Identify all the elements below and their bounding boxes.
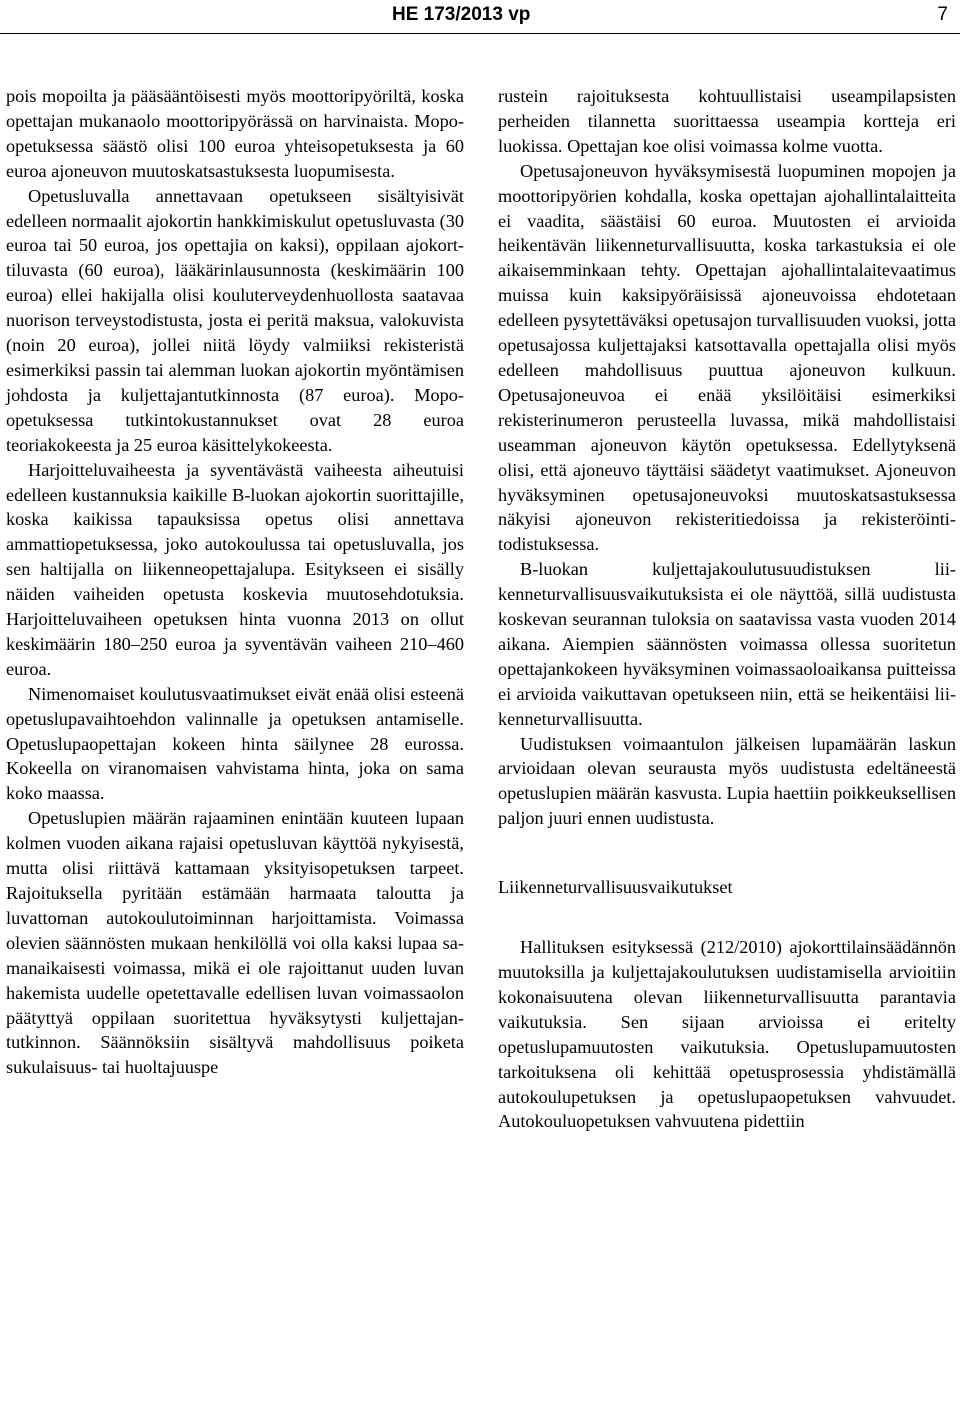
- paragraph: rustein rajoituksesta kohtuullistaisi useampilapsisten perheiden tilannetta suorittaessa useampia kortteja eri luokissa. Opettajan koe olisi voimassa kolme vuotta.: [498, 86, 956, 156]
- paragraph: Hallituksen esityksessä (212/2010) ajokorttilainsäädännön muutoksilla ja kuljettajakoulutuksen uudistamisella arvioitiin kokonaisuutena olevan liikenneturvallisuutta parantavia vaikutuksia. Sen sijaan arvioissa ei eritelty opetuslupamuutosten vaikutuksia. Opetuslupamuutosten tarkoituksena oli kehittää opetusprosessia yhdistämällä autokoulupetuksen ja opetuslupaopetuksen vahvuudet. Autokouluopetuksen vahvuutena pidettiin: [498, 937, 956, 1132]
- paragraph: Uudistuksen voimaantulon jälkeisen lupamäärän laskun arvioidaan olevan seurausta myös uudistusta edeltäneestä opetuslupien määrän kasvusta. Lupia haettiin poikkeuksellisen paljon juuri ennen uudistusta.: [498, 733, 956, 829]
- document-id: HE 173/2013 vp: [392, 4, 531, 25]
- paragraph: pois mopoilta ja pääsääntöisesti myös moottoripyöriltä, koska opettajan mukanaolo moottoripyörässä on harvinaista. Mopoopetuksessa säästö olisi 100 euroa yhteisopetuksesta ja 60 euroa ajoneuvon muutoskatsastuksesta luopumisesta.: [6, 86, 464, 181]
- paragraph: Opetusluvalla annettavaan opetukseen sisältyisivät edelleen normaalit ajokortin hankkimiskulut opetusluvasta (30 euroa tai 50 euroa, jos opettajia on kaksi), oppilaan ajokorttiluvasta (60 euroa), lääkärinlausunnosta (keskimäärin 100 euroa) ellei hakijalla olisi kouluterveydenhuollosta saatavaa nuorison terveystodistusta, josta ei peritä maksua, valokuvista (noin 20 euroa), jollei niitä löydy valmiiksi rekisteristä esimerkiksi passin tai alemman luokan ajokortin myöntämisen johdosta ja kuljettajantutkinnosta (87 euroa). Mopo-opetuksessa tutkintokustannukset ovat 28 euroa teoriakokeesta ja 25 euroa käsittelykokeesta.: [6, 185, 464, 455]
- header-rule: [0, 33, 960, 34]
- left-column: [6, 84, 464, 1080]
- right-column: [498, 84, 956, 1134]
- paragraph: Nimenomaiset koulutusvaatimukset eivät enää olisi esteenä opetuslupavaihtoehdon valinnalle ja opetuksen antamiselle. Opetuslupaopettajan kokeen hinta säilynee 28 eurossa. Kokeella on viranomaisen vahvistama hinta, joka on sama koko maassa.: [6, 683, 464, 804]
- section-heading: Liikenneturvallisuusvaikutukset: [498, 877, 733, 898]
- paragraph: Opetuslupien määrän rajaaminen enintään kuuteen lupaan kolmen vuoden aikana rajaisi opetusluvan käyttöä nykyisestä, mutta olisi riittävä kattamaan yksityisopetuksen tarpeet. Rajoituksella pyritään estämään harmaata taloutta ja luvattoman autokoulutoiminnan harjoittamista. Voimassa olevien säännösten mukaan henkilöllä voi olla kaksi lupaa samanaikaisesti voimassa, mikä ei ole rajoittanut uuden luvan hakemista uudelle opetettavalle edellisen luvan voimassaolon päätyttyä oppilaan suoritettua hyväksytysti kuljettajantutkinnon. Säännöksiin sisältyvä mahdollisuus poiketa sukulaisuus- tai huoltajuuspe: [6, 808, 464, 1078]
- paragraph: Harjoitteluvaiheesta ja syventävästä vaiheesta aiheutuisi edelleen kustannuksia kaikille B-luokan ajokortin suorittajille, koska kaikissa tapauksissa opetus olisi annettava ammattiopetuksessa, joko autokoulussa tai opetusluvalla, jos sen haltijalla on liikenneopettajalupa. Esitykseen ei sisälly näiden vaiheiden opetusta koskevia muutosehdotuksia. Harjoitteluvaiheen opetuksen hinta vuonna 2013 on ollut keskimäärin 180–250 euroa ja syventävän vaiheen 210–460 euroa.: [6, 459, 464, 679]
- paragraph: B-luokan kuljettajakoulutusuudistuksen liikenneturvallisuusvaikutuksista ei ole näyttöä, sillä uudistusta koskevan seurannan tuloksia on saatavissa vasta vuoden 2014 aikana. Aiempien säännösten voimassa ollessa suoritetun opettajankokeen hyväksyminen voimassaoloaikansa puitteissa ei arvioida vaikuttavan opetukseen niin, että se heikentäisi liikenneturvallisuutta.: [498, 559, 956, 729]
- page-number: 7: [937, 4, 948, 25]
- page-header: [0, 0, 960, 34]
- paragraph: Opetusajoneuvon hyväksymisestä luopuminen mopojen ja moottoripyörien kohdalla, koska opettajan ajohallintalaitteita ei vaadita, säästäisi 60 euroa. Muutosten ei arvioida heikentävän liikenneturvallisuutta, koska tarkastuksia ei ole aikaisemminkaan tehty. Opettajan ajohallintalaitevaatimus muissa kuin kaksipyöräisissä ajoneuvoissa ehdotetaan edelleen pysytettäväksi opetusajon turvallisuuden vuoksi, jotta opetusajossa kuljettajaksi katsottavalla opettajalla olisi myös edelleen mahdollisuus puuttua ajoneuvon kulkuun. Opetusajoneuvoa ei enää yksilöitäisi esimerkiksi rekisterinumeron perusteella luvassa, mikä mahdollistaisi useamman ajoneuvon käytön opetuksessa. Edellytyksenä olisi, että ajoneuvo täyttäisi säädetyt vaatimukset. Ajoneuvon hyväksyminen opetusajoneuvoksi muutoskatsastuksessa näkyisi ajoneuvon rekisteritiedoissa ja rekisteröintitodistuksessa.: [498, 160, 956, 555]
